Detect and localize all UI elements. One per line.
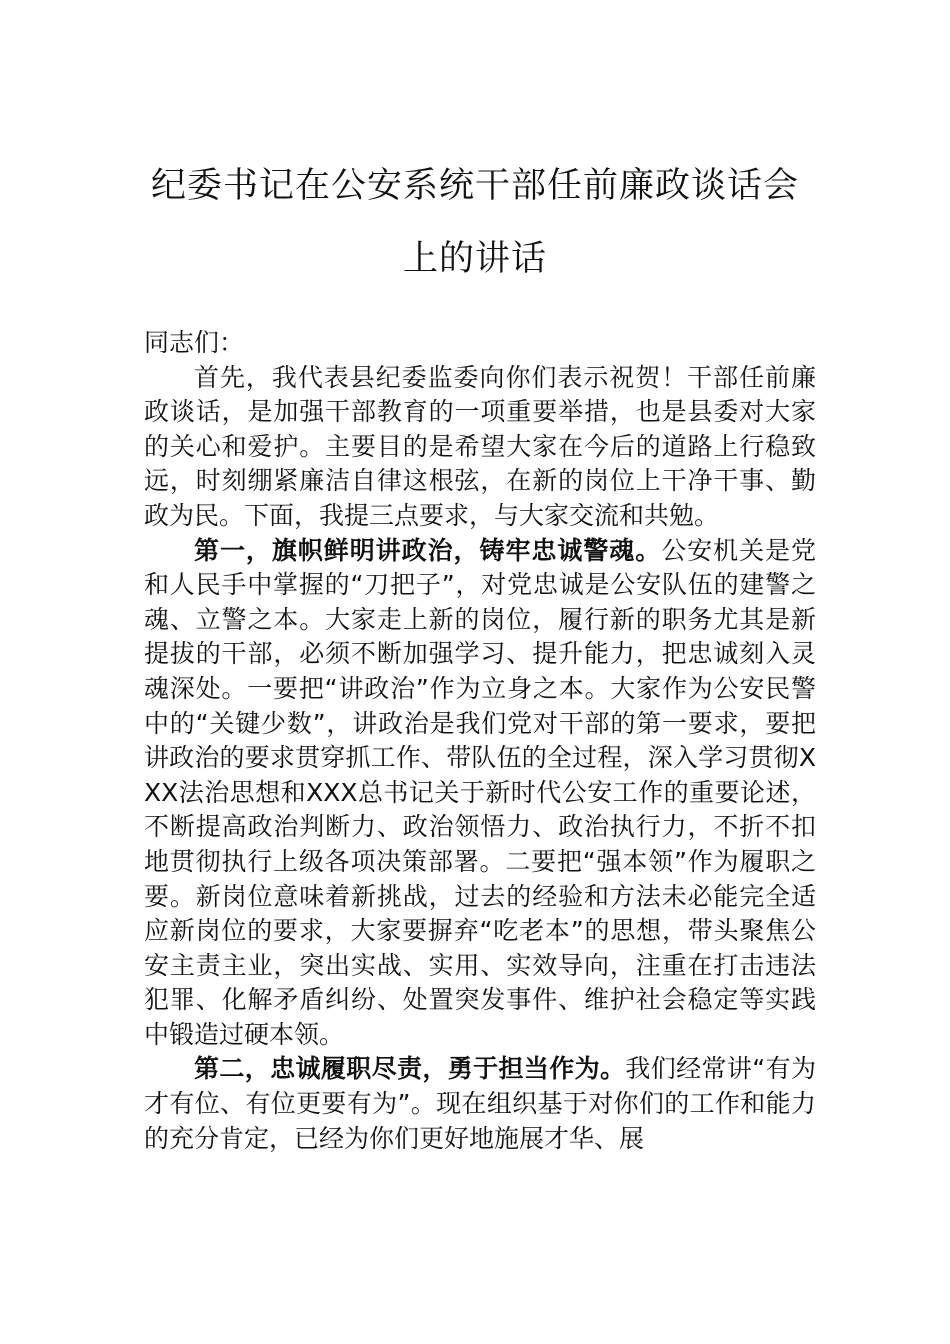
- paragraph-1: [144, 361, 816, 534]
- paragraph-3: [144, 1052, 816, 1156]
- document-body: [144, 326, 816, 1156]
- paragraph-3-text: 我们经常讲“有为才有位、有位更要有为”。现在组织基于对你们的工作和能力的充分肯定，已经为你们更好地施展才华、展: [144, 1054, 816, 1153]
- salutation: 同志们：: [144, 328, 245, 357]
- paragraph-1-text: 首先，我代表县纪委监委向你们表示祝贺！干部任前廉政谈话，是加强干部教育的一项重要举措，也是县委对大家的关心和爱护。主要目的是希望大家在今后的道路上行稳致远，时刻绷紧廉洁自律这根弦，在新的岗位上干净干事、勤政为民。下面，我提三点要求，与大家交流和共勉。: [144, 362, 816, 530]
- document-title-line-1: 纪委书记在公安系统干部任前廉政谈话会: [150, 166, 799, 206]
- paragraph-2-heading: 第一，旗帜鲜明讲政治，铸牢忠诚警魂。: [194, 535, 662, 565]
- document-title-line-2: 上的讲话: [402, 239, 547, 279]
- paragraph-2: [144, 534, 816, 1053]
- paragraph-2-text: 公安机关是党和人民手中掌握的“刀把子”，对党忠诚是公安队伍的建警之魂、立警之本。大家走上新的岗位，履行新的职务尤其是新提拔的干部，必须不断加强学习、提升能力，把忠诚刻入灵魂深处。一要把“讲政治”作为立身之本。大家作为公安民警中的“关键少数”，讲政治是我们党对干部的第一要求，要把讲政治的要求贯穿抓工作、带队伍的全过程，深入学习贯彻XXX法治思想和XXX总书记关于新时代公安工作的重要论述，不断提高政治判断力、政治领悟力、政治执行力，不折不扣地贯彻执行上级各项决策部署。二要把“强本领”作为履职之要。新岗位意味着新挑战，过去的经验和方法未必能完全适应新岗位的要求，大家要摒弃“吃老本”的思想，带头聚焦公安主责主业，突出实战、实用、实效导向，注重在打击违法犯罪、化解矛盾纠纷、处置突发事件、维护社会稳定等实践中锻造过硬本领。: [144, 535, 816, 1049]
- paragraph-3-heading: 第二，忠诚履职尽责，勇于担当作为。: [194, 1054, 626, 1084]
